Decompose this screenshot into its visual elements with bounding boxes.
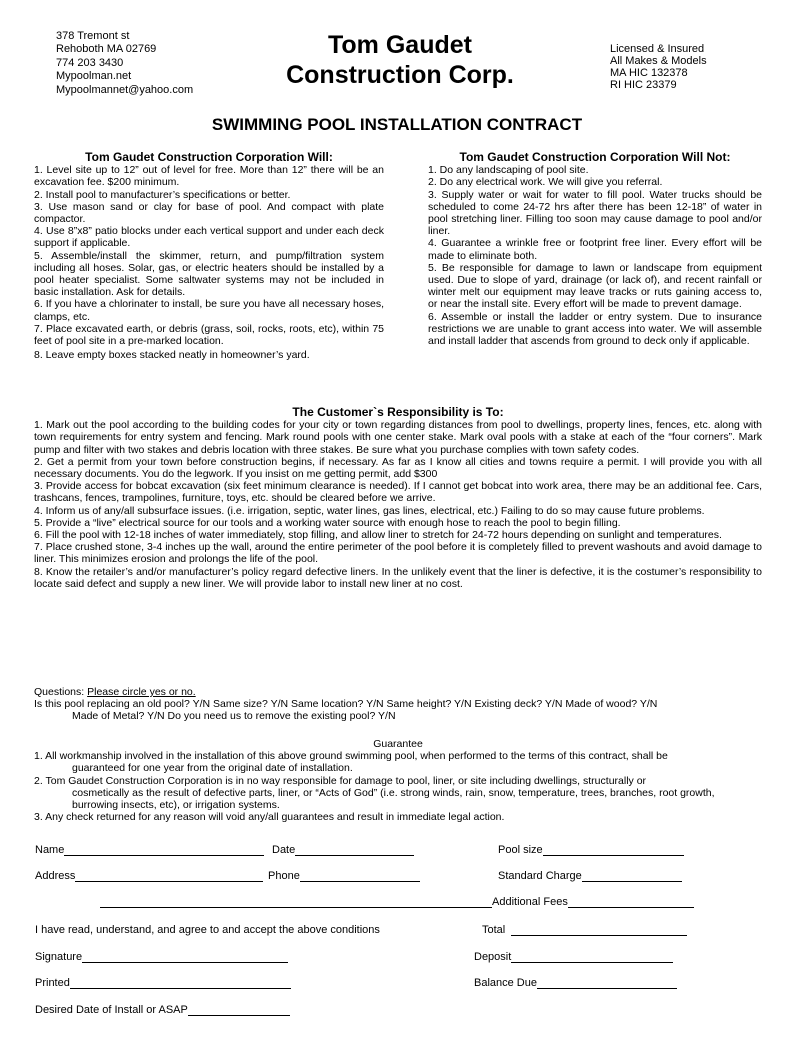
- signature-label: Signature: [35, 951, 83, 963]
- additional-fees-line[interactable]: [568, 896, 694, 908]
- will-item: 8. Leave empty boxes stacked neatly in homeowner’s yard.: [34, 349, 310, 362]
- guarantee-item-cont: cosmetically as the result of defective parts, liner, or “Acts of God” (i.e. strong winds, rain, snow, temperature, trees, branches, root growth, burrowing insects, etc), or irrigation systems.: [72, 786, 715, 812]
- will-not-item: 2. Do any electrical work. We will give you referral.: [428, 176, 663, 189]
- will-not-section: [428, 151, 762, 347]
- questions-line[interactable]: Made of Metal? Y/N Do you need us to remove the existing pool? Y/N: [72, 710, 396, 723]
- customer-item: 4. Inform us of any/all subsurface issues. (i.e. irrigation, septic, water lines, gas lines, electrical, etc.) Failing to do so may cause future problems.: [34, 504, 705, 517]
- pool-size-label: Pool size: [498, 844, 543, 856]
- additional-fees-label: Additional Fees: [492, 896, 568, 908]
- will-item: 6. If you have a chlorinater to install, be sure you have all necessary hoses, clamps, etc.: [34, 298, 384, 323]
- desired-date-line[interactable]: [188, 1004, 290, 1016]
- questions-label: Questions:: [34, 686, 88, 698]
- will-item: 1. Level site up to 12” out of level for free. More than 12” there will be an excavation fee. $200 minimum.: [34, 164, 384, 189]
- name-field[interactable]: [35, 844, 264, 856]
- signature-line[interactable]: [82, 951, 288, 963]
- accept-text: I have read, understand, and agree to and accept the above conditions: [35, 924, 380, 936]
- will-not-heading: Tom Gaudet Construction Corporation Will Not:: [459, 150, 731, 164]
- date-field[interactable]: [272, 844, 414, 856]
- will-item: 3. Use mason sand or clay for base of pool. And compact with plate compactor.: [34, 200, 384, 226]
- total-line[interactable]: [511, 924, 687, 936]
- deposit-label: Deposit: [474, 951, 512, 963]
- additional-fees-field[interactable]: [100, 896, 694, 908]
- accept-statement: [35, 924, 380, 936]
- questions-line[interactable]: Is this pool replacing an old pool? Y/N Same size? Y/N Same location? Y/N Same height? Y/N Existing deck? Y/N Made of wood? Y/N: [34, 698, 658, 711]
- customer-item: 5. Provide a “live” electrical source for our tools and a working water source with enough hose to reach the pool to begin filling.: [34, 516, 621, 529]
- total-field[interactable]: [482, 924, 687, 936]
- will-item: 4. Use 8”x8” patio blocks under each vertical support and under each deck support if applicable.: [34, 225, 384, 250]
- printed-label: Printed: [35, 977, 70, 989]
- will-not-item: 1. Do any landscaping of pool site.: [428, 164, 589, 177]
- guarantee-heading: Guarantee: [373, 738, 423, 750]
- will-not-item: 6. Assemble or install the ladder or entry system. Due to insurance restrictions we are unable to grant access into water. We will assemble and install ladder that ascends from ground to deck only if applicable.: [428, 310, 762, 348]
- company-name: [250, 30, 550, 90]
- address-line[interactable]: [75, 870, 263, 882]
- date-line[interactable]: [295, 844, 414, 856]
- email: Mypoolmannet@yahoo.com: [56, 83, 194, 96]
- printed-field[interactable]: [35, 977, 291, 989]
- printed-line[interactable]: [70, 977, 291, 989]
- customer-item: 2. Get a permit from your town before construction begins, if necessary. As far as I know all cities and towns require a permit. I will provide you with all necessary documents. You do the legwork. If you insist on me getting permit, add $300: [34, 455, 762, 481]
- will-item: 7. Place excavated earth, or debris (grass, soil, rocks, roots, etc), within 75 feet of pool site in a pre-marked location.: [34, 322, 384, 348]
- will-not-item: 5. Be responsible for damage to lawn or landscape from equipment used. Due to slope of yard, drainage (or lack of), and recent rainfall or winter melt our equipment may leave tracks or ruts gaining access to, or near the install site. Every effort will be made to prevent damage.: [428, 261, 762, 311]
- company-name-line-1: Tom Gaudet: [328, 31, 472, 59]
- guarantee-section: [34, 738, 762, 823]
- license-line-insured: Licensed & Insured: [610, 43, 705, 55]
- phone-label: Phone: [268, 870, 300, 882]
- name-line[interactable]: [64, 844, 264, 856]
- name-label: Name: [35, 844, 65, 856]
- contract-title: SWIMMING POOL INSTALLATION CONTRACT: [211, 115, 583, 134]
- company-name-line-2: Construction Corp.: [286, 61, 514, 89]
- standard-charge-line[interactable]: [582, 870, 682, 882]
- license-line-ri: RI HIC 23379: [610, 79, 677, 91]
- customer-item: 7. Place crushed stone, 3-4 inches up the wall, around the entire perimeter of the pool before it is completely filled to prevent washouts and avoid damage to liner. This minimizes erosion and prolongs the life of the pool.: [34, 541, 762, 566]
- will-not-item: 4. Guarantee a wrinkle free or footprint free liner. Every effort will be made to eliminate both.: [428, 237, 762, 262]
- will-section: [34, 151, 384, 361]
- standard-charge-field[interactable]: [498, 870, 682, 882]
- customer-responsibility-section: [34, 406, 762, 590]
- customer-item: 8. Know the retailer’s and/or manufacturer’s policy regard defective liners. In the unlikely event that the liner is defective, it is the costumer’s responsibility to locate said defect and supply a new liner. We will provide labor to install new liner at no cost.: [34, 565, 762, 590]
- pool-size-line[interactable]: [543, 844, 684, 856]
- address-city: Rehoboth MA 02769: [56, 43, 157, 56]
- address-label: Address: [35, 870, 76, 882]
- will-item: 2. Install pool to manufacturer’s specifications or better.: [34, 188, 291, 201]
- phone-line[interactable]: [300, 870, 420, 882]
- license-line-ma: MA HIC 132378: [610, 67, 688, 79]
- address-street: 378 Tremont st: [56, 30, 130, 42]
- customer-item: 6. Fill the pool with 12-18 inches of water immediately, stop filling, and allow liner to stretch for 24-72 hours depending on sunlight and temperatures.: [34, 529, 722, 542]
- balance-due-label: Balance Due: [474, 977, 537, 989]
- desired-date-field[interactable]: [35, 1004, 290, 1016]
- date-label: Date: [272, 844, 296, 856]
- deposit-field[interactable]: [474, 951, 673, 963]
- website: Mypoolman.net: [56, 70, 132, 83]
- address-field[interactable]: [35, 870, 263, 882]
- guarantee-item: 1. All workmanship involved in the installation of this above ground swimming pool, when performed to the terms of this contract, shall be: [34, 750, 668, 763]
- pool-size-field[interactable]: [498, 844, 684, 856]
- deposit-line[interactable]: [511, 951, 673, 963]
- customer-item: 1. Mark out the pool according to the building codes for your city or town regarding distances from pool to dwellings, property lines, fences, etc. along with town requirements for entry system and fencing. Mark round pools with one center stake. Mark oval pools with a stake at each of the “four corners”. Mark pump and filter with two stakes and debris location with three stakes. Be sure what you purchase complies with town safety codes.: [34, 419, 762, 456]
- balance-due-line[interactable]: [537, 977, 677, 989]
- will-item: 5. Assemble/install the skimmer, return, and pump/filtration system including all hoses. Solar, gas, or electric heaters should be installed by a pool heater specialist. Some saltwater systems may not be included in basic installation. Ask for details.: [34, 249, 384, 299]
- guarantee-item: 3. Any check returned for any reason will void any/all guarantees and result in immediate legal action.: [34, 811, 505, 824]
- additional-fees-description-line[interactable]: [100, 896, 492, 908]
- license-block: [610, 43, 707, 91]
- customer-heading: The Customer`s Responsibility is To:: [292, 405, 504, 419]
- phone-number: 774 203 3430: [56, 56, 124, 69]
- will-not-item: 3. Supply water or wait for water to fill pool. Water trucks should be scheduled to come 24-72 hrs after there has been 12-18” of water in pool stretching liner. Filling too soon may cause damage to pool and/or liner.: [428, 188, 762, 238]
- phone-field[interactable]: [268, 870, 420, 882]
- questions-section: [34, 686, 762, 723]
- circle-instruction: Please circle yes or no.: [87, 686, 196, 698]
- customer-item: 3. Provide access for bobcat excavation (six feet minimum clearance is needed). If I cannot get bobcat into work area, there may be an additional fee. Cars, trashcans, fences, trampolines, furniture, toys, etc. should be cleared before we arrive.: [34, 480, 762, 505]
- total-label: Total: [482, 924, 506, 936]
- desired-date-label: Desired Date of Install or ASAP: [35, 1004, 188, 1016]
- guarantee-item: 2. Tom Gaudet Construction Corporation is in no way responsible for damage to pool, liner, or site including dwellings, structurally or: [34, 774, 647, 787]
- will-heading: Tom Gaudet Construction Corporation Will:: [85, 150, 333, 164]
- guarantee-item-cont: guaranteed for one year from the original date of installation.: [72, 762, 353, 775]
- company-address-block: [56, 30, 193, 97]
- signature-field[interactable]: [35, 951, 288, 963]
- license-line-makes: All Makes & Models: [610, 55, 707, 67]
- balance-due-field[interactable]: [474, 977, 677, 989]
- standard-charge-label: Standard Charge: [498, 870, 582, 882]
